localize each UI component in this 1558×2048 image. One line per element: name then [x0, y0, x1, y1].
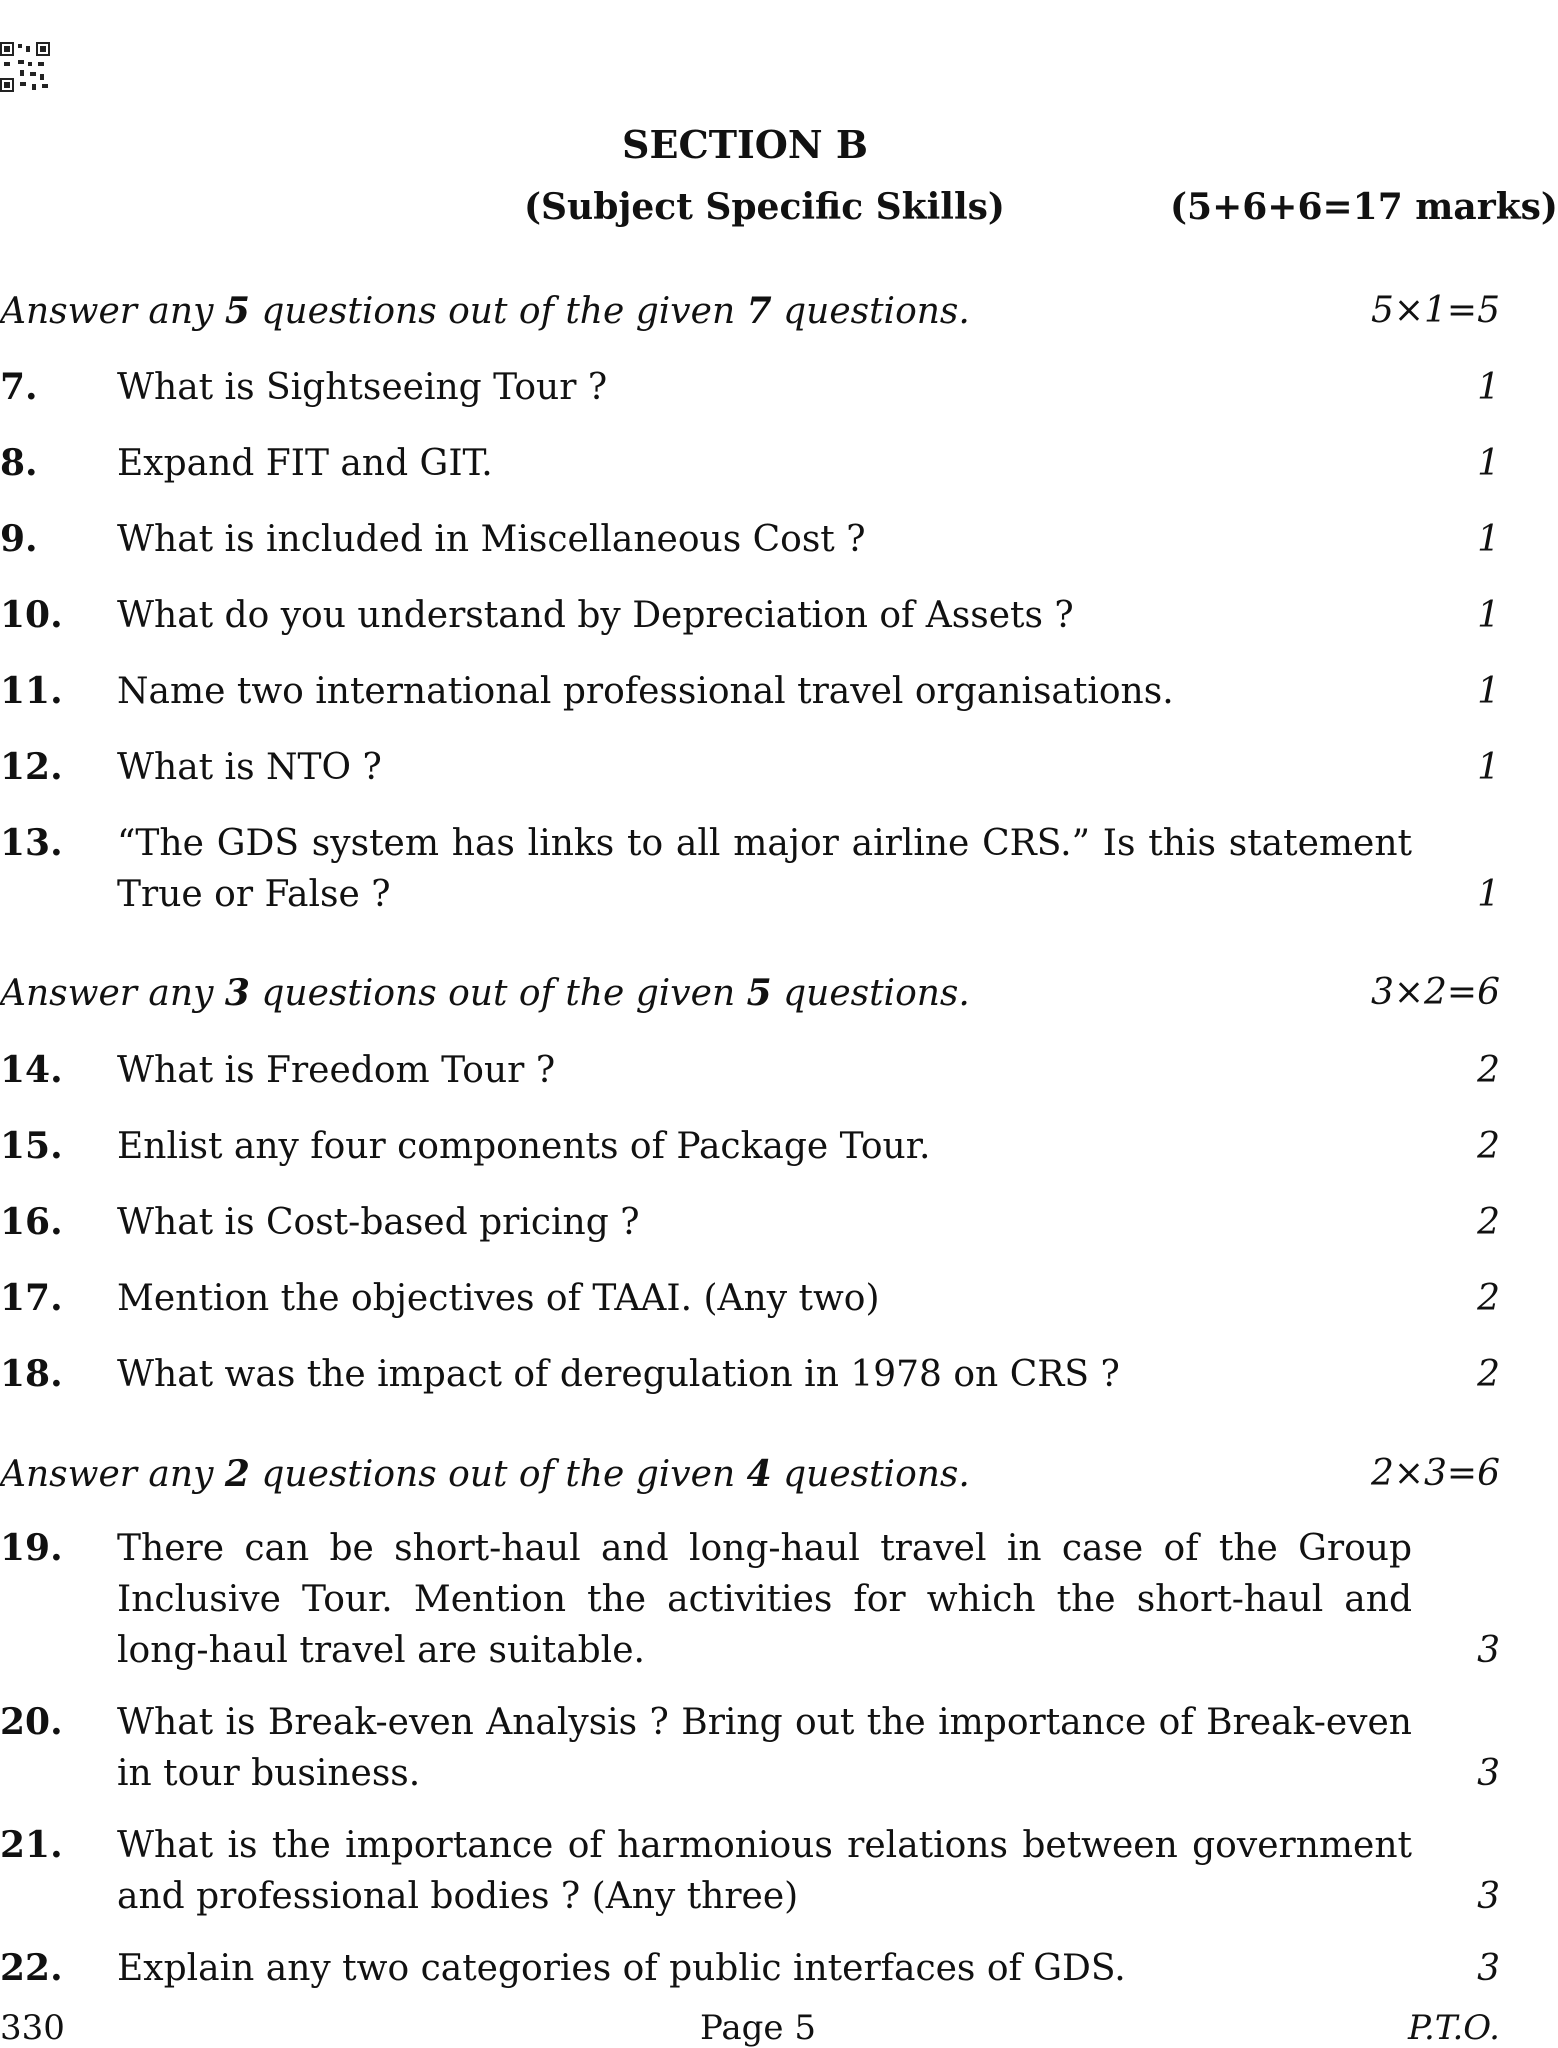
qr-code-icon [0, 42, 50, 92]
question-number: 19. [0, 1527, 63, 1569]
question-text: Expand FIT and GIT. [117, 443, 493, 484]
question-marks: 1 [1477, 747, 1500, 788]
question-number: 11. [0, 670, 63, 712]
question-text: What is Cost-based pricing ? [117, 1202, 640, 1243]
question-number: 9. [0, 518, 38, 560]
question-text: What was the impact of deregulation in 1978 on CRS ? [117, 1354, 1120, 1395]
group-instruction: Answer any 2 questions out of the given 4 questions. 2×3=6 [0, 1453, 1500, 1495]
question-marks: 1 [1477, 874, 1500, 915]
question-number: 12. [0, 746, 63, 788]
question-text: Mention the objectives of TAAI. (Any two) [117, 1278, 880, 1319]
question-marks: 1 [1477, 595, 1500, 636]
question-number: 22. [0, 1947, 63, 1989]
question-number: 14. [0, 1049, 63, 1091]
question-number: 21. [0, 1824, 63, 1866]
question-number: 17. [0, 1277, 63, 1319]
question-number: 18. [0, 1353, 63, 1395]
question-text: What is Sightseeing Tour ? [117, 367, 608, 408]
question-text: Name two international professional travel organisations. [117, 671, 1174, 712]
question-marks: 1 [1477, 443, 1500, 484]
question-text: What is the importance of harmonious relations between government and professional bodies ? (Any three) [117, 1825, 1412, 1917]
question-text: Enlist any four components of Package Tour. [117, 1126, 931, 1167]
question-text: What is Break-even Analysis ? Bring out the importance of Break-even in tour business. [117, 1702, 1412, 1794]
question-number: 15. [0, 1125, 63, 1167]
question-text: What is NTO ? [117, 747, 382, 788]
question-marks: 2 [1477, 1278, 1500, 1319]
question-number: 13. [0, 822, 63, 864]
question-marks: 3 [1477, 1876, 1500, 1917]
section-marks: (5+6+6=17 marks) [1170, 186, 1558, 228]
section-title: SECTION B [622, 122, 868, 167]
question-marks: 2 [1477, 1202, 1500, 1243]
question-marks: 1 [1477, 519, 1500, 560]
section-subtitle: (Subject Specific Skills) [524, 186, 1005, 228]
question-text: What do you understand by Depreciation of Assets ? [117, 595, 1074, 636]
question-marks: 1 [1477, 367, 1500, 408]
group-marks: 2×3=6 [1370, 1453, 1500, 1494]
group-marks: 3×2=6 [1370, 972, 1500, 1013]
question-marks: 1 [1477, 671, 1500, 712]
paper-code: 330 [0, 2008, 65, 2048]
question-text: What is Freedom Tour ? [117, 1050, 556, 1091]
question-text: “The GDS system has links to all major airline CRS.” Is this statement True or False ? [117, 823, 1412, 915]
question-number: 16. [0, 1201, 63, 1243]
question-marks: 2 [1477, 1126, 1500, 1167]
question-text: Explain any two categories of public interfaces of GDS. [117, 1948, 1126, 1989]
question-marks: 2 [1477, 1050, 1500, 1091]
question-number: 20. [0, 1701, 63, 1743]
question-marks: 2 [1477, 1354, 1500, 1395]
question-marks: 3 [1477, 1753, 1500, 1794]
question-text: There can be short-haul and long-haul travel in case of the Group Inclusive Tour. Mention the activities for which the short-haul and long-haul travel are suitable. [117, 1528, 1412, 1671]
pto-label: P.T.O. [1408, 2008, 1500, 2048]
group-instruction: Answer any 5 questions out of the given 7 questions. 5×1=5 [0, 290, 1500, 332]
page-number: Page 5 [700, 2008, 816, 2048]
question-marks: 3 [1477, 1630, 1500, 1671]
group-marks: 5×1=5 [1370, 290, 1500, 331]
group-instruction: Answer any 3 questions out of the given 5 questions. 3×2=6 [0, 972, 1500, 1014]
question-number: 10. [0, 594, 63, 636]
question-number: 8. [0, 442, 38, 484]
question-marks: 3 [1477, 1948, 1500, 1989]
question-number: 7. [0, 366, 38, 408]
question-text: What is included in Miscellaneous Cost ? [117, 519, 866, 560]
